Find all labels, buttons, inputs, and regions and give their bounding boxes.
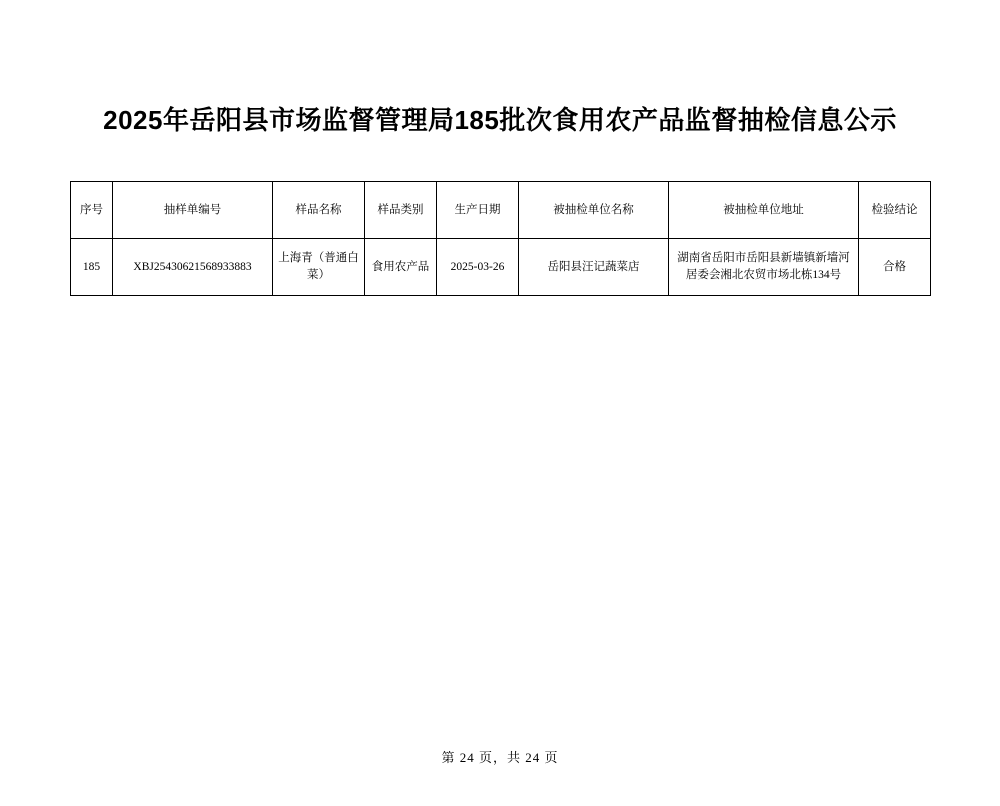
column-header-unit-address: 被抽检单位地址 bbox=[669, 182, 859, 239]
column-header-sample-type: 样品类别 bbox=[365, 182, 437, 239]
cell-conclusion: 合格 bbox=[859, 239, 931, 296]
page-footer: 第 24 页，共 24 页 bbox=[441, 750, 559, 765]
cell-unit-address: 湖南省岳阳市岳阳县新墙镇新墙河居委会湘北农贸市场北栋134号 bbox=[669, 239, 859, 296]
column-header-unit-name: 被抽检单位名称 bbox=[519, 182, 669, 239]
table-row bbox=[71, 239, 931, 296]
table-body bbox=[71, 239, 931, 296]
column-header-conclusion: 检验结论 bbox=[859, 182, 931, 239]
column-header-index: 序号 bbox=[71, 182, 113, 239]
column-header-sample-no: 抽样单编号 bbox=[113, 182, 273, 239]
column-header-sample-name: 样品名称 bbox=[273, 182, 365, 239]
document-page bbox=[0, 100, 1000, 806]
table-header bbox=[71, 182, 931, 239]
cell-sample-no: XBJ25430621568933883 bbox=[113, 239, 273, 296]
cell-sample-type: 食用农产品 bbox=[365, 239, 437, 296]
inspection-table bbox=[70, 181, 931, 296]
cell-unit-name: 岳阳县汪记蔬菜店 bbox=[519, 239, 669, 296]
cell-index: 185 bbox=[71, 239, 113, 296]
page-title: 2025年岳阳县市场监督管理局185批次食用农产品监督抽检信息公示 bbox=[103, 105, 897, 135]
column-header-production-date: 生产日期 bbox=[437, 182, 519, 239]
inspection-table-container bbox=[70, 181, 930, 296]
table-header-row bbox=[71, 182, 931, 239]
cell-production-date: 2025-03-26 bbox=[437, 239, 519, 296]
cell-sample-name: 上海青（普通白菜） bbox=[273, 239, 365, 296]
